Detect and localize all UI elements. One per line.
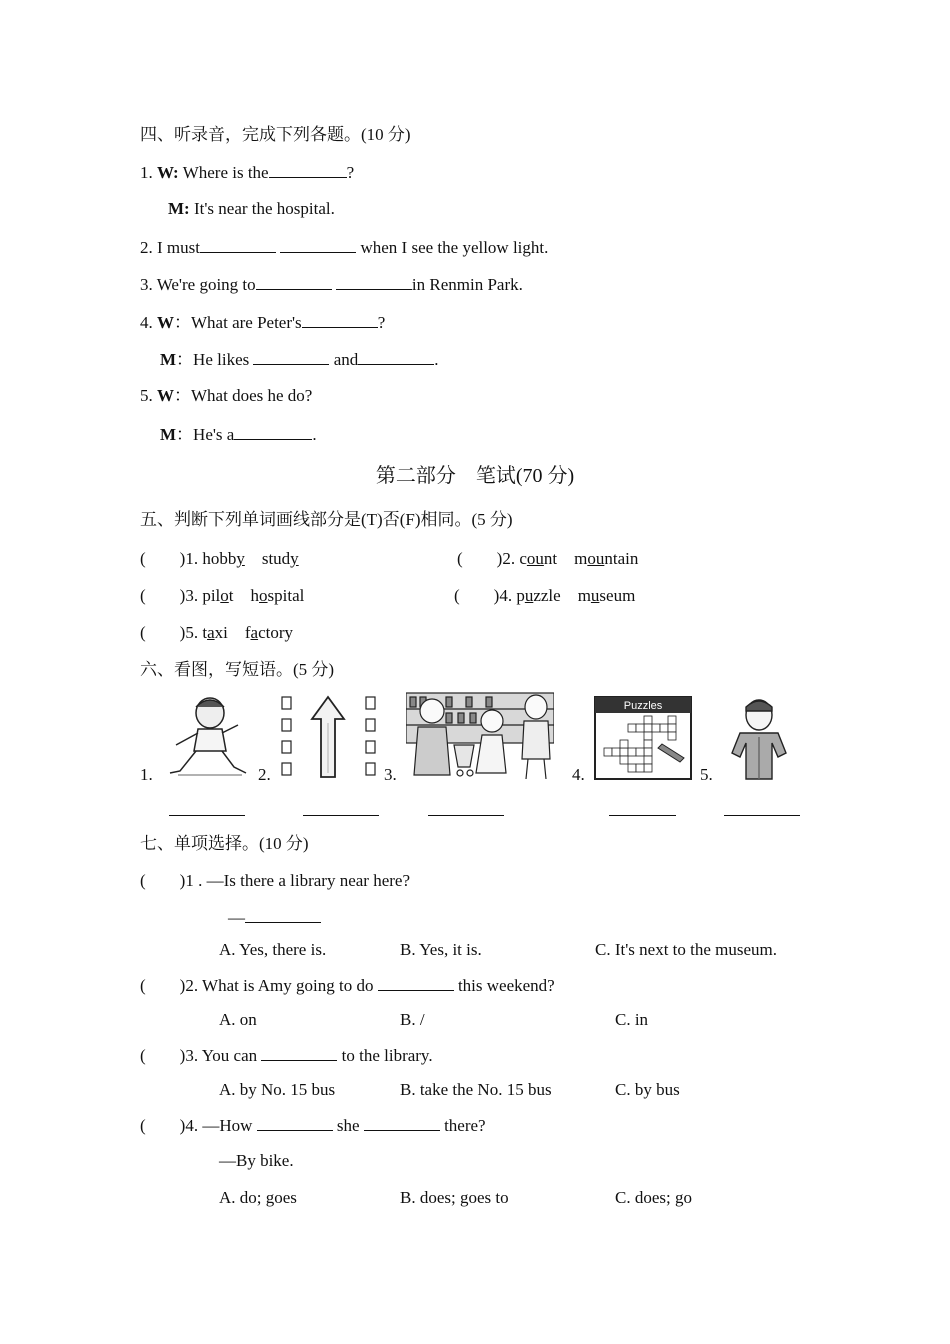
part2-title: 第二部分 笔试(70 分) <box>375 465 575 487</box>
answer-line-3[interactable] <box>428 815 504 816</box>
s7-q1-option-c[interactable]: C. It's next to the museum. <box>595 940 778 959</box>
answer-blank[interactable] <box>269 161 347 178</box>
section6-heading: 六、看图，写短语。(5 分) <box>140 660 335 679</box>
s4-question-5: 5. W：What does he do? <box>140 386 313 405</box>
s7-q4-option-b[interactable]: B. does; goes to <box>400 1188 509 1207</box>
answer-blank[interactable] <box>280 236 356 253</box>
picture-label-3: 3. <box>384 765 397 784</box>
s7-q3-option-b[interactable]: B. take the No. 15 bus <box>400 1080 552 1099</box>
s4-question-3: 3. We're going to in Renmin Park. <box>140 275 523 294</box>
answer-blank[interactable] <box>336 273 412 290</box>
answer-paren[interactable]: ( ) <box>457 549 503 568</box>
s5-item-5: ( )5. taxi factory <box>140 623 293 642</box>
s7-question-1: ( )1 . —Is there a library near here? <box>140 871 410 890</box>
answer-line-4[interactable] <box>609 815 676 816</box>
answer-blank[interactable] <box>358 348 434 365</box>
answer-paren[interactable]: ( ) <box>140 623 186 642</box>
answer-blank[interactable] <box>378 974 454 991</box>
answer-paren[interactable]: ( ) <box>140 871 186 890</box>
s7-q3-option-a[interactable]: A. by No. 15 bus <box>219 1080 336 1099</box>
answer-line-5[interactable] <box>724 815 800 816</box>
s5-item-1: ( )1. hobby study <box>140 549 299 568</box>
s7-q2-option-c[interactable]: C. in <box>615 1010 649 1029</box>
answer-blank[interactable] <box>253 348 329 365</box>
s7-q1-option-a[interactable]: A. Yes, there is. <box>219 940 327 959</box>
s7-q4-option-a[interactable]: A. do; goes <box>219 1188 297 1207</box>
s4-question-4: 4. W：What are Peter's ? <box>140 313 386 332</box>
answer-blank[interactable] <box>234 423 312 440</box>
section7-heading: 七、单项选择。(10 分) <box>140 834 309 853</box>
s7-question-1-reply: — <box>228 906 321 929</box>
section4-heading: 四、听录音，完成下列各题。(10 分) <box>140 125 411 144</box>
s4-question-1: 1. W: Where is the ? <box>140 163 355 182</box>
answer-paren[interactable]: ( ) <box>140 586 186 605</box>
answer-paren[interactable]: ( ) <box>140 976 186 995</box>
s7-question-3: ( )3. You can to the library. <box>140 1046 433 1065</box>
answer-paren[interactable]: ( ) <box>454 586 500 605</box>
s4-question-1-reply: M: It's near the hospital. <box>168 199 335 218</box>
puzzle-title: Puzzles <box>623 700 663 712</box>
picture-label-1: 1. <box>140 765 153 784</box>
person-picture <box>728 697 790 783</box>
s4-question-5-reply: M：He's a . <box>160 425 317 444</box>
puzzles-picture <box>594 696 692 780</box>
answer-line-2[interactable] <box>303 815 379 816</box>
s7-q3-option-c[interactable]: C. by bus <box>615 1080 680 1099</box>
s7-question-2: ( )2. What is Amy going to do this weekend? <box>140 976 555 995</box>
answer-line-1[interactable] <box>169 815 245 816</box>
s4-question-4-reply: M：He likes and . <box>160 350 439 369</box>
kung-fu-picture <box>168 693 248 781</box>
s7-q2-option-a[interactable]: A. on <box>219 1010 257 1029</box>
go-straight-arrow-picture <box>278 693 378 781</box>
answer-blank[interactable] <box>364 1114 440 1131</box>
section5-heading: 五、判断下列单词画线部分是(T)否(F)相同。(5 分) <box>140 510 513 529</box>
s5-item-2: ( )2. count mountain <box>457 549 639 568</box>
answer-paren[interactable]: ( ) <box>140 1116 186 1135</box>
answer-blank[interactable] <box>257 1114 333 1131</box>
answer-blank[interactable] <box>302 311 378 328</box>
s5-item-3: ( )3. pilot hospital <box>140 586 305 605</box>
answer-paren[interactable]: ( ) <box>140 549 186 568</box>
answer-blank[interactable] <box>200 236 276 253</box>
picture-label-2: 2. <box>258 765 271 784</box>
s7-question-4-reply: —By bike. <box>219 1151 294 1170</box>
s7-q4-option-c[interactable]: C. does; go <box>615 1188 692 1207</box>
shopping-picture <box>406 689 554 781</box>
answer-blank[interactable] <box>245 906 321 923</box>
s4-question-2: 2. I must when I see the yellow light. <box>140 238 549 257</box>
picture-label-5: 5. <box>700 765 713 784</box>
picture-label-4: 4. <box>572 765 585 784</box>
answer-paren[interactable]: ( ) <box>140 1046 186 1065</box>
s7-q1-option-b[interactable]: B. Yes, it is. <box>400 940 482 959</box>
s7-question-4: ( )4. —How she there? <box>140 1116 486 1135</box>
answer-blank[interactable] <box>256 273 332 290</box>
s7-q2-option-b[interactable]: B. / <box>400 1010 425 1029</box>
answer-blank[interactable] <box>261 1044 337 1061</box>
s5-item-4: ( )4. puzzle museum <box>454 586 636 605</box>
